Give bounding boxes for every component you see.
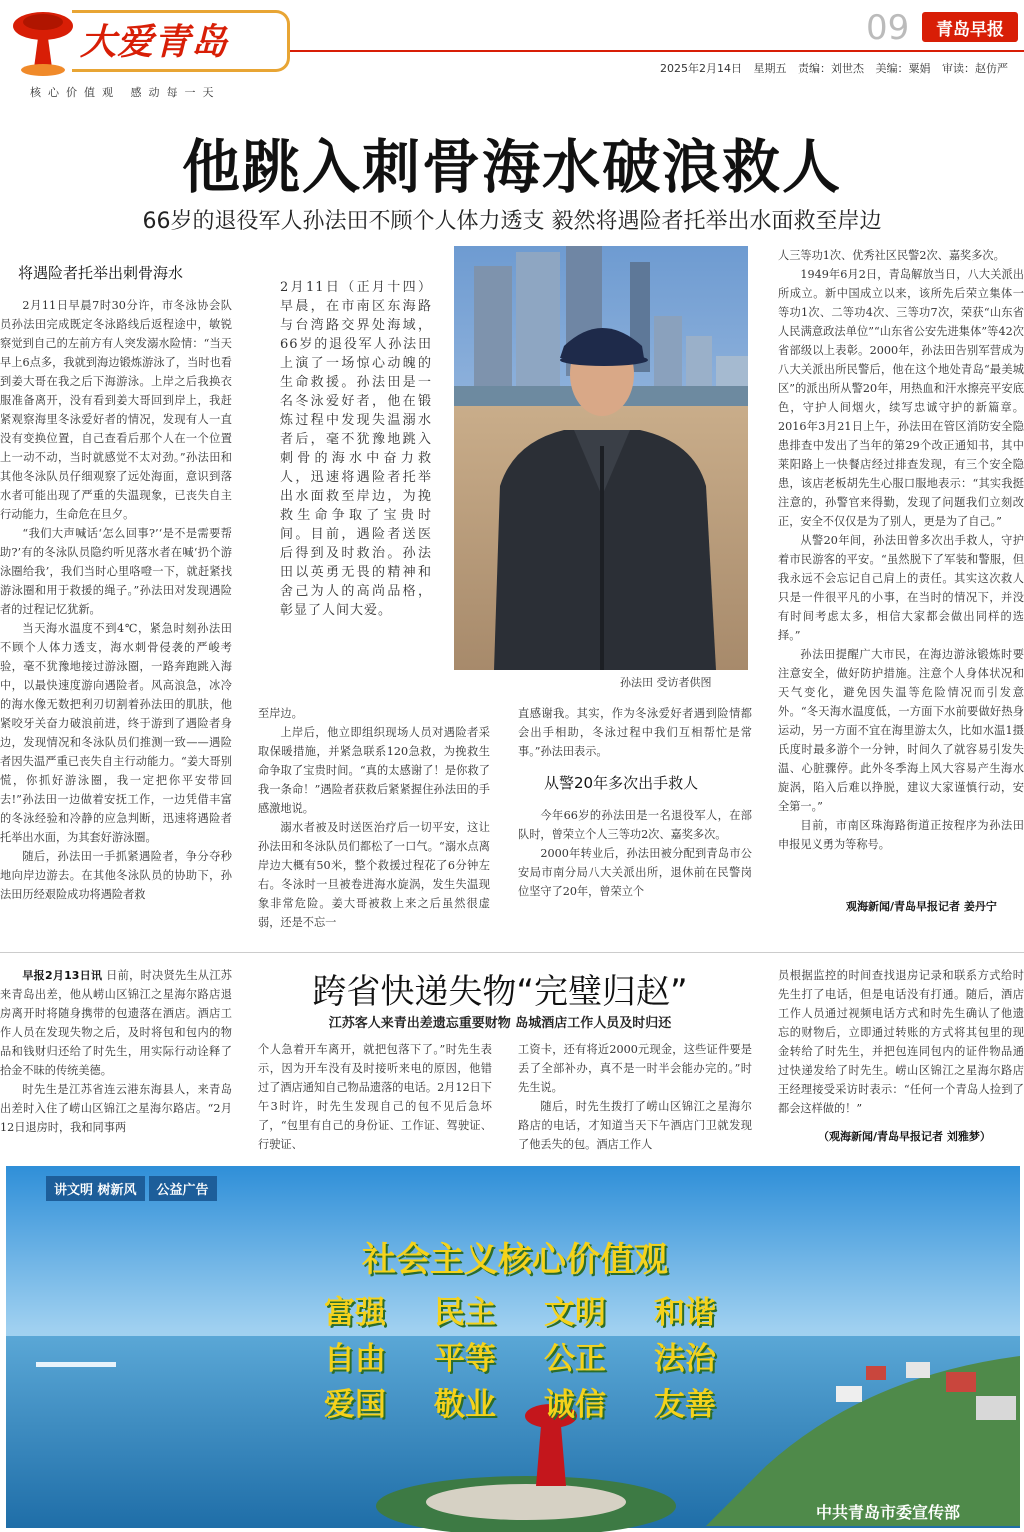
story1-column-3b [518, 806, 752, 918]
paragraph: “我们大声喊话‘怎么回事?’‘是不是需要帮助?’有的冬泳队员隐约听见落水者在喊‘扔个游泳圈给我’，我们当时心里咯噔一下，就赶紧找游泳圈和用于救援的绳子。”孙法田对发现遇险者的过程记忆犹新。 [0, 527, 232, 616]
paragraph: 今年66岁的孙法田是一名退役军人，在部队时，曾荣立个人三等功2次、嘉奖多次。 [518, 809, 752, 841]
paragraph: 从警20年间，孙法田曾多次出手救人，守护着市民游客的平安。“虽然脱下了军装和警服，但我永远不会忘记自己肩上的责任。其实这次救人只是一件很平凡的小事，在当时的情况下，并没有时间考虑太多，相信大家都会做出同样的选择。” [778, 534, 1024, 642]
dateline: 早报2月13日讯 [22, 969, 103, 982]
issue-date: 2025年2月14日 [660, 62, 742, 75]
photo-sun-fatian [454, 246, 748, 670]
paragraph: 人三等功1次、优秀社区民警2次、嘉奖多次。 [778, 249, 1005, 262]
paragraph: 溺水者被及时送医治疗后一切平安，这让孙法田和冬泳队员们都松了一口气。“溺水点离岸边大概有50米，整个救援过程花了6分钟左右。冬泳时一旦被卷进海水旋涡，发生失温现象非常危险。姜大哥被救上来之后虽然很虚弱，还是不忘一 [258, 821, 490, 929]
core-value: 公正 [544, 1341, 606, 1377]
photo-caption: 孙法田 受访者供图 [620, 676, 712, 689]
art-editor: 美编：粟娟 [875, 62, 931, 75]
ad-tag-slogan: 讲文明 树新风 [46, 1176, 145, 1201]
paragraph: 随后，孙法田一手抓紧遇险者，争分夺秒地向岸边游去。在其他冬泳队员的协助下，孙法田历经艰险成功将遇险者救 [0, 850, 232, 901]
paragraph: 当天海水温度不到4℃，紧急时刻孙法田不顾个人体力透支，海水刺骨侵袭的严峻考验，毫不犹豫地接过游泳圈，一路奔跑跳入海中，以最快速度游向遇险者。风高浪急，冰冷的海水像无数把利刃切割着孙法田的肌肤，他紧咬牙关奋力破浪前进，终于游到了遇险者身边，发现情况和冬泳队员们推测一致——遇险者因失温严重已丧失自主行动能力。“姜大哥别慌，你抓好游泳圈，我一定把你平安带回去!”孙法田一边做着安抚工作，一边凭借丰富的冬泳经验和冷静的应急判断，迅速将遇险者托举出水面，为其套好游泳圈。 [0, 622, 232, 844]
story2-byline: （观海新闻/青岛早报记者 刘雅梦） [818, 1130, 991, 1143]
core-value: 民主 [434, 1295, 496, 1331]
paragraph: 随后，时先生拨打了崂山区锦江之星海尔路店的电话，才知道当天下午酒店门卫就发现了他丢失的包。酒店工作人 [518, 1100, 752, 1151]
core-value: 富强 [324, 1295, 386, 1331]
paragraph: 时先生是江苏省连云港东海县人，来青岛出差时入住了崂山区锦江之星海尔路店。“2月12日退房时，我和同事两 [0, 1083, 232, 1134]
core-value: 法治 [654, 1341, 716, 1377]
main-subhead: 66岁的退役军人孙法田不顾个人体力透支 毅然将遇险者托举出水面救至岸边 [142, 209, 882, 234]
brand-title: 大爱青岛 [80, 22, 229, 63]
core-value: 爱国 [324, 1387, 386, 1423]
core-value: 自由 [324, 1341, 386, 1377]
section-head-rescue: 将遇险者托举出刺骨海水 [18, 264, 184, 282]
editor: 责编：刘世杰 [798, 62, 864, 75]
proofreader: 审读：赵仿严 [942, 62, 1008, 75]
core-value: 文明 [544, 1295, 606, 1331]
slogan: 核心价值观 感动每一天 [30, 86, 221, 99]
paragraph: 目前，市南区珠海路街道正按程序为孙法田申报见义勇为等称号。 [778, 819, 1024, 851]
story1-lead: 2月11日（正月十四）早晨，在市南区东海路与台湾路交界处海域，66岁的退役军人孙法田上演了一场惊心动魄的生命救援。孙法田是一名冬泳爱好者，他在锻炼过程中发现失温溺水者后，毫不犹豫地跳入刺骨的海水中奋力救人，迅速将遇险者托举出水面救至岸边，为挽救生命争取了宝贵时间。目前，遇险者送医后得到及时救治。孙法田以英勇无畏的精神和舍己为人的高尚品格，彰显了人间大爱。 [280, 280, 432, 618]
paragraph: 直感谢我。其实，作为冬泳爱好者遇到险情都会出手相助，冬泳过程中我们互相帮忙是常事。”孙法田表示。 [518, 707, 752, 758]
paragraph: 2月11日早晨7时30分许，市冬泳协会队员孙法田完成既定冬泳路线后返程途中，敏锐察觉到自己的左前方有人突发溺水险情：“当天早上6点多，我就到海边锻炼游泳了，当时也看到姜大哥在我之后下海游泳。上岸之后我换衣服准备离开，没有看到姜大哥回到岸上，我赶紧观察海里冬泳爱好者的情况，发现有人一直没有变换位置，自己查看后那个人在一个位置上一动不动，当时就感觉不太对劲。”孙法田和其他冬泳队员仔细观察了远处海面，意识到落水者可能出现了严重的失温现象，已丧失自主行动能力，生命危在旦夕。 [0, 299, 232, 521]
ad-sponsor: 中共青岛市委宣传部 [816, 1503, 961, 1522]
may-wind-sculpture-icon [8, 6, 78, 80]
core-value: 平等 [434, 1341, 496, 1377]
ad-title: 社会主义核心价值观 [362, 1240, 668, 1280]
story-divider [0, 952, 1024, 953]
main-headline: 他跳入刺骨海水破浪救人 [181, 133, 842, 201]
paragraph: 上岸后，他立即组织现场人员对遇险者采取保暖措施，并紧急联系120急救，为挽救生命争取了宝贵时间。“真的太感谢了！是你救了我一条命！”遇险者获救后紧紧握住孙法田的手感激地说。 [258, 726, 490, 815]
paragraph: 个人急着开车离开，就把包落下了。”时先生表示，因为开车没有及时接听来电的原因，他错过了酒店通知自己物品遗落的电话。2月12日下午3时许，时先生发现自己的包不见后急坏了，“包里有自己的身份证、工作证、驾驶证、行驶证、 [258, 1043, 492, 1151]
story2-column-3 [518, 1040, 752, 1151]
header-rule [290, 50, 1024, 52]
issue-info [660, 60, 1016, 76]
core-value: 友善 [654, 1387, 716, 1423]
story1-column-4 [778, 246, 1024, 894]
core-values-grid [300, 1292, 740, 1426]
story1-byline: 观海新闻/青岛早报记者 姜丹宁 [846, 900, 997, 913]
paragraph: 日前，时决贤先生从江苏来青岛出差，他从崂山区锦江之星海尔路店退房离开时将随身携带的包遗落在酒店。酒店工作人员在发现失物之后，及时将包和包内的物品和钱财归还给了时先生，用实际行动诠释了拾金不昧的传统美德。 [0, 969, 232, 1077]
section-head-police: 从警20年多次出手救人 [544, 774, 699, 792]
story2-column-1 [0, 966, 232, 1146]
story2-column-2 [258, 1040, 492, 1151]
story1-column-1 [0, 296, 232, 918]
paragraph: 至岸边。 [258, 707, 303, 720]
story2-column-4 [778, 966, 1024, 1126]
paper-logo: 青岛早报 [922, 12, 1018, 42]
core-value: 诚信 [544, 1387, 606, 1423]
core-value: 和谐 [654, 1295, 716, 1331]
story1-column-2 [258, 704, 490, 929]
paragraph: 1949年6月2日，青岛解放当日，八大关派出所成立。新中国成立以来，该所先后荣立集体一等功1次、二等功4次、三等功7次，荣获“山东省人民满意政法单位”“山东省公安先进集体”等42次省部级以上表彰。2000年，孙法田告别军营成为八大关派出所民警后，他在这个地处青岛“最美城区”的派出所从警20年，用热血和汗水擦亮平安底色，守护人间烟火，续写忠诚守护的新篇章。2016年3月21日上午，孙法田在管区消防安全隐患排查中发出了当年的第29个改正通知书，其中莱阳路上一快餐店经过排查发现，有三个安全隐患，该店老板胡先生心服口服地表示：“其实我挺注意的，孙警官来得勤，发现了问题我们立刻改正，安全不仅仅是为了别人，更是为了自己。” [778, 268, 1024, 528]
core-value: 敬业 [434, 1387, 496, 1423]
ad-tag-label: 公益广告 [149, 1176, 217, 1201]
paragraph: 工资卡，还有将近2000元现金，这些证件要是丢了全部补办，真不是一时半会能办完的。”时先生说。 [518, 1043, 752, 1094]
paragraph: 孙法田提醒广大市民，在海边游泳锻炼时要注意安全，做好防护措施。注意个人身体状况和天气变化，避免因失温等危险情况而引发意外。“冬天海水温度低，一方面下水前要做好热身运动，另一方面不宜在海里游太久，比如水温1摄氏度时最多游个一分钟，时间久了就容易引发失温、心脏骤停。此外冬季海上风大容易产生海水旋涡，陷入后难以挣脱，建议大家谨慎行动，安全第一。” [778, 648, 1024, 813]
story2-subtitle: 江苏客人来青出差遗忘重要财物 岛城酒店工作人员及时归还 [328, 1016, 672, 1031]
masthead [0, 0, 1024, 100]
paragraph: 员根据监控的时间查找退房记录和联系方式给时先生打了电话，但是电话没有打通。随后，酒店工作人员通过视频电话方式和时先生确认了他遗忘的财物后，立即通过转账的方式将其包里的现金转给了时先生，并把包连同包内的证件物品通过快递发给了时先生。崂山区锦江之星海尔路店王经理接受采访时表示：“任何一个青岛人捡到了都会这样做的！” [778, 969, 1024, 1115]
story1-column-3 [518, 704, 752, 762]
page-number: 09 [866, 8, 910, 48]
ad-tag [46, 1176, 221, 1201]
issue-weekday: 星期五 [753, 62, 787, 75]
story2-title: 跨省快递失物“完璧归赵” [312, 972, 688, 1012]
paragraph: 2000年转业后，孙法田被分配到青岛市公安局市南分局八大关派出所，退休前在民警岗位坚守了20年，曾荣立个 [518, 847, 752, 898]
